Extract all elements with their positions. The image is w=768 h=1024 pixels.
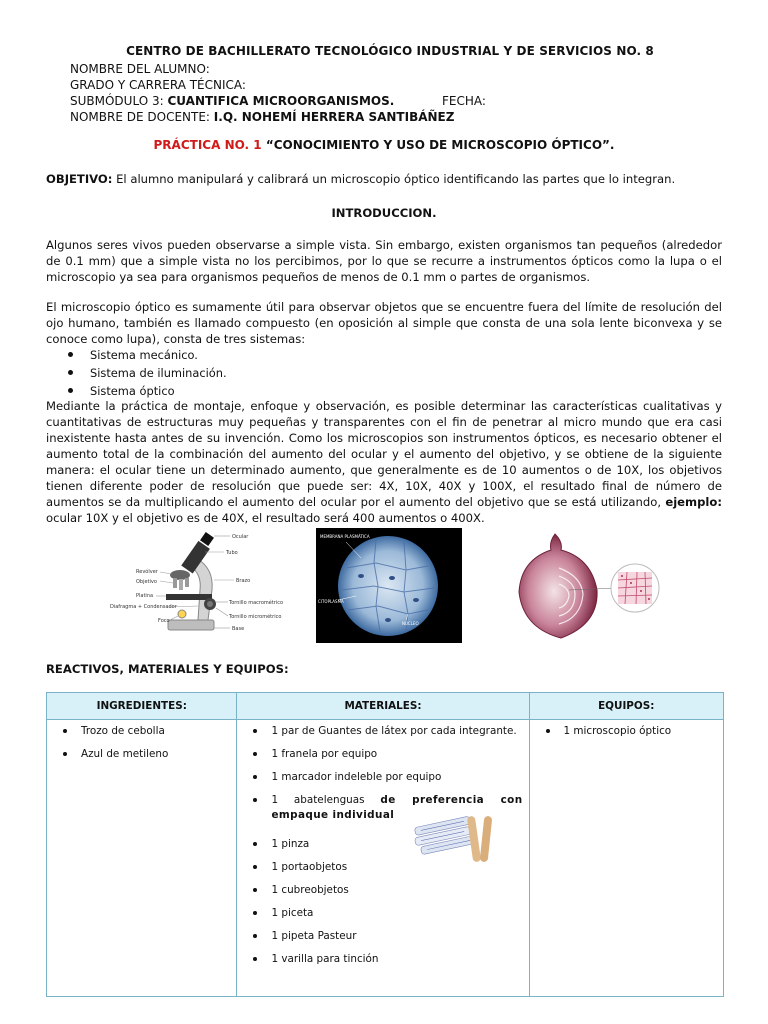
intro-paragraph-3 <box>46 398 722 526</box>
intro-paragraph-2: El microscopio óptico es sumamente útil para observar objetos que se encuentre fuera del límite de resolución del ojo humano, también es llamado compuesto (en oposición al simple que consta de una sola lente biconvexa y se conoce como lupa), consta de tres sistemas: <box>46 300 722 346</box>
abatelenguas-preference: de preferencia con empaque individual <box>271 794 523 821</box>
para3-text-a: Mediante la práctica de montaje, enfoque y observación, es posible determinar las características cualitativas y cuantitativas de estructuras muy pequeñas y transparentes con el fin de penetrar al micro mundo que era casi inexistente hasta antes de su invención. Como los microscopios son instrumentos ópticos, es necesario obtener el aumento total de la combinación del aumento del ocular y el aumento del objetivo, y se obtiene de la siguiente manera: el ocular tiene un determinado aumento, que generalmente es de 10 aumentos o de 10X, los objetivos tienen diferente poder de resolución que puede ser: 4X, 10X, 40X y 100X, el resultado final de número de aumentos se da multiplicando el aumento del ocular por el aumento del objetivo que se está utilizando, <box>46 399 722 509</box>
label-platina: Platina <box>136 593 154 599</box>
label-diafragma: Diafragma + Condensador <box>110 604 177 610</box>
label-tornillo-micro: Tornillo micrométrico <box>229 614 282 620</box>
para3-text-b: ocular 10X y el objetivo es de 40X, el resultado será 400 aumentos o 400X. <box>46 511 485 525</box>
equipment-cell <box>529 720 724 997</box>
onion-picture <box>505 528 675 643</box>
teacher-label: NOMBRE DE DOCENTE: <box>70 110 210 124</box>
header-equipment: EQUIPOS: <box>529 693 724 720</box>
grade-label: GRADO Y CARRERA TÉCNICA: <box>70 78 246 92</box>
onion-cells-micrograph <box>316 528 462 643</box>
intro-title: INTRODUCCION. <box>331 206 437 220</box>
submodule-label: SUBMÓDULO 3: <box>70 94 164 108</box>
list-item: 1 varilla para tinción <box>237 952 528 967</box>
table-row <box>47 720 724 997</box>
label-ocular: Ocular <box>232 534 249 540</box>
list-item: 1 marcador indeleble por equipo <box>237 770 528 785</box>
grade-line <box>70 77 710 93</box>
label-foco: Foco <box>158 618 170 624</box>
equipment-list <box>530 720 724 739</box>
list-item: 1 par de Guantes de látex por cada integrante. <box>237 724 528 739</box>
label-brazo: Brazo <box>236 578 251 584</box>
list-item: 1 piceta <box>237 906 528 921</box>
label-tubo: Tubo <box>226 550 238 556</box>
ingredients-list <box>47 720 236 762</box>
onion-illustration <box>505 528 675 643</box>
student-name-line <box>70 61 710 77</box>
objective-text: El alumno manipulará y calibrará un microscopio óptico identificando las partes que lo integran. <box>112 172 676 186</box>
submodule-line <box>70 93 710 109</box>
list-item: 1 pipeta Pasteur <box>237 929 528 944</box>
microscope-illustration <box>110 528 290 643</box>
list-item: 1 portaobjetos <box>237 860 528 875</box>
teacher-value: I.Q. NOHEMÍ HERRERA SANTIBÁÑEZ <box>213 110 455 124</box>
label-revolver: Revólver <box>136 569 158 575</box>
list-item: Sistema mecánico. <box>66 346 227 364</box>
label-tornillo-macro: Tornillo macrométrico <box>229 600 284 606</box>
list-item: Trozo de cebolla <box>47 724 236 739</box>
school-name: CENTRO DE BACHILLERATO TECNOLÓGICO INDUSTRIAL Y DE SERVICIOS NO. 8 <box>126 44 654 58</box>
practice-number: PRÁCTICA NO. 1 <box>153 138 262 152</box>
abatelenguas-text: 1 abatelenguas <box>271 794 381 806</box>
list-item: 1 franela por equipo <box>237 747 528 762</box>
label-membrana: MEMBRANA PLASMÁTICA <box>320 534 370 539</box>
teacher-line <box>70 109 710 125</box>
label-objetivo: Objetivo <box>136 579 157 585</box>
materials-table <box>46 692 724 997</box>
cells-illustration <box>316 528 462 643</box>
microscope-diagram <box>110 528 290 643</box>
student-label: NOMBRE DEL ALUMNO: <box>70 62 210 76</box>
label-citoplasma: CITOPLASMA <box>318 599 344 604</box>
date-label: FECHA: <box>442 94 486 108</box>
tongue-depressor-image <box>412 812 502 864</box>
header-materials: MATERIALES: <box>237 693 529 720</box>
ingredients-cell <box>47 720 237 997</box>
systems-list <box>66 346 227 400</box>
objective-label: OBJETIVO: <box>46 172 113 186</box>
label-nucleo: NÚCLEO <box>402 621 419 626</box>
practice-title <box>0 138 768 152</box>
list-item: 1 pinza <box>237 837 528 852</box>
objective-line <box>46 172 726 186</box>
list-item: 1 cubreobjetos <box>237 883 528 898</box>
practice-name: “CONOCIMIENTO Y USO DE MICROSCOPIO ÓPTICO”. <box>265 138 615 152</box>
example-label: ejemplo: <box>665 495 722 509</box>
table-header-row <box>47 693 724 720</box>
header-ingredients: INGREDIENTES: <box>47 693 237 720</box>
list-item: Sistema de iluminación. <box>66 364 227 382</box>
materials-section-title: REACTIVOS, MATERIALES Y EQUIPOS: <box>46 662 289 676</box>
header-block <box>70 44 710 125</box>
list-item: Azul de metileno <box>47 747 236 762</box>
submodule-value: CUANTIFICA MICROORGANISMOS. <box>167 94 395 108</box>
list-item: Sistema óptico <box>66 382 227 400</box>
label-base: Base <box>232 626 245 632</box>
intro-paragraph-1: Algunos seres vivos pueden observarse a simple vista. Sin embargo, existen organismos tan pequeños (alrededor de 0.1 mm) que a simple vista no los percibimos, por lo que se recurre a instrumentos ópticos como la lupa o el microscopio ya sea para organismos pequeños de menos de 0.1 mm o partes de organismos. <box>46 238 722 284</box>
list-item: 1 microscopio óptico <box>530 724 724 739</box>
